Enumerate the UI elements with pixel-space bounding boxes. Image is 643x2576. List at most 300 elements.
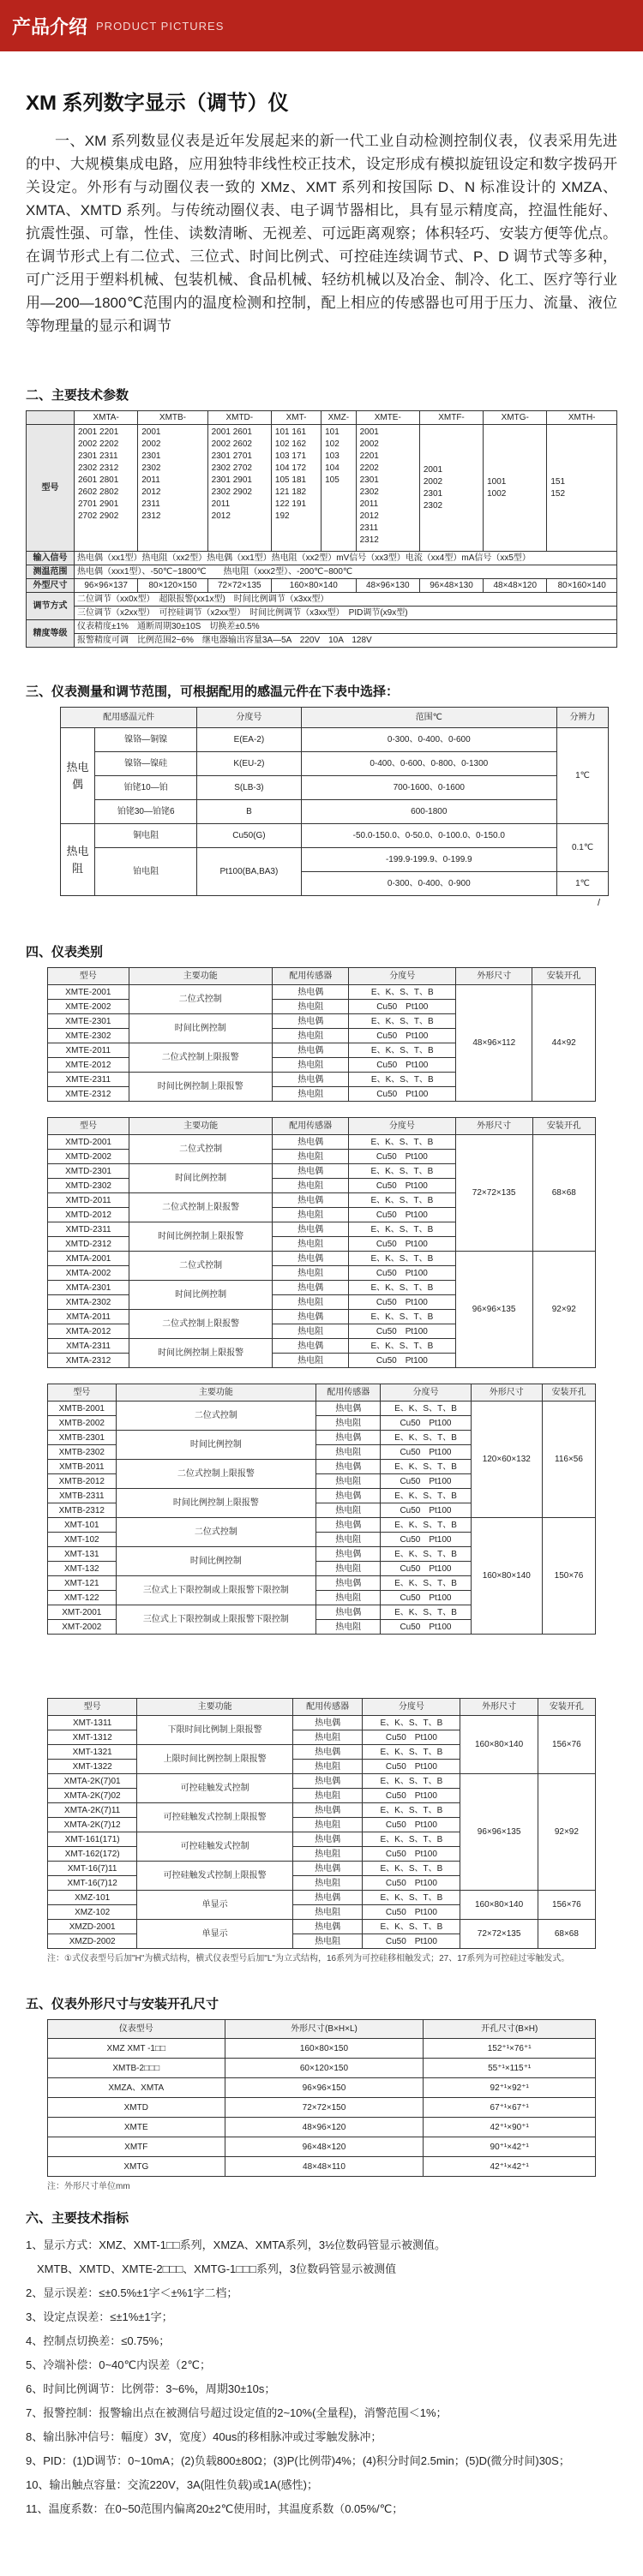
code-cell: E、K、S、T、B — [363, 1803, 460, 1818]
model-cell: XMT-1312 — [48, 1730, 137, 1745]
model-cell: XMT-16(7)12 — [48, 1876, 137, 1891]
sensor-cell: 热电阻 — [316, 1562, 381, 1576]
hole-cell: 67⁺¹×67⁺¹ — [424, 2098, 596, 2118]
sensor-cell: 热电偶 — [273, 1073, 349, 1087]
sensor-code: E(EA-2) — [197, 728, 301, 752]
model-cell: XMT-1322 — [48, 1760, 137, 1774]
catalog-header: 型号 — [48, 1384, 117, 1402]
list-item: XMTB、XMTD、XMTE-2□□□、XMTG-1□□□系列，3位数码管显示被测值 — [26, 2262, 397, 2275]
sensor-name: 镍铬—铜镍 — [95, 728, 197, 752]
model-cell: XMTD-2001 — [48, 1135, 129, 1150]
spec-heading: 二、主要技术参数 — [26, 388, 129, 403]
size-header: 开孔尺寸(B×H) — [424, 2020, 596, 2039]
list-item: 2、显示误差：≤±0.5%±1字＜±%1字二档； — [26, 2286, 238, 2299]
hole-cell: 92×92 — [538, 1774, 595, 1891]
adjust-label: 调节方式 — [27, 593, 75, 620]
series-cell: XMT- — [271, 411, 321, 425]
model-codes: 2001 2002 2301 2302 — [419, 425, 483, 552]
sensor-cell: 热电偶 — [273, 1164, 349, 1179]
perf-heading: 六、主要技术指标 — [26, 2211, 129, 2226]
table-row — [48, 1135, 596, 1150]
code-cell: Cu50 Pt100 — [381, 1445, 471, 1460]
catalog-heading: 四、仪表类别 — [26, 945, 104, 959]
size-cell: 160×80×140 — [460, 1891, 538, 1920]
code-cell: E、K、S、T、B — [363, 1862, 460, 1876]
catalog-header: 主要功能 — [129, 968, 273, 985]
code-cell: E、K、S、T、B — [363, 1920, 460, 1934]
model-cell: XMTB-2311 — [48, 1489, 117, 1503]
function-cell: 二位式控制上限报警 — [129, 1043, 273, 1073]
model-cell: XMT-121 — [48, 1576, 117, 1591]
sensor-cell: 热电阻 — [316, 1416, 381, 1431]
model-codes: 2001 2601 2002 2602 2301 2701 2302 2702 2301 2901 2302 2902 2011 2012 — [207, 425, 271, 552]
table-row — [48, 2137, 596, 2157]
sensor-cell: 热电阻 — [273, 1266, 349, 1281]
hole-cell: 42⁺¹×90⁺¹ — [424, 2118, 596, 2137]
size-table — [47, 2019, 596, 2177]
catalog-header: 分度号 — [349, 968, 456, 985]
model-cell: XMTE — [48, 2118, 225, 2137]
model-cell: XMT-131 — [48, 1547, 117, 1562]
model-cell: XMTF — [48, 2137, 225, 2157]
size-value: 96×96×137 — [75, 579, 138, 593]
hole-cell: 68×68 — [538, 1920, 595, 1949]
sensor-code: K(EU-2) — [197, 752, 301, 776]
function-cell: 时间比例控制 — [116, 1547, 316, 1576]
function-cell: 单显示 — [137, 1891, 293, 1920]
model-cell: XMTE-2011 — [48, 1043, 129, 1058]
model-cell: XMTB-2□□□ — [48, 2059, 225, 2078]
sensor-cell: 热电偶 — [316, 1547, 381, 1562]
code-cell: E、K、S、T、B — [349, 1043, 456, 1058]
sensor-cell: 热电偶 — [273, 1014, 349, 1029]
adjust-value: 三位调节（x2xx型） 可控硅调节（x2xx型） 时间比例调节（x3xx型） PID调节(x9x型) — [75, 607, 617, 620]
list-item: 10、输出触点容量：交流220V，3A(阻性负载)或1A(感性)； — [26, 2478, 318, 2491]
model-cell: XMTA-2301 — [48, 1281, 129, 1295]
sensor-cell: 热电阻 — [316, 1503, 381, 1518]
model-codes: 101 161 102 162 103 171 104 172 105 181 121 182 122 191 192 — [271, 425, 321, 552]
code-cell: Cu50 Pt100 — [381, 1503, 471, 1518]
list-item: 1、显示方式：XMZ、XMT-1□□系列，XMZA、XMTA系列，3½位数码管显示被测值。 — [26, 2238, 446, 2251]
code-cell: E、K、S、T、B — [349, 1339, 456, 1354]
hole-cell: 68×68 — [532, 1135, 595, 1252]
range-value: 热电偶（xxx1型）、-50℃~1800℃ 热电阻（xxx2型）、-200℃~800℃ — [75, 565, 617, 579]
code-cell: E、K、S、T、B — [381, 1402, 471, 1416]
code-cell: Cu50 Pt100 — [363, 1818, 460, 1832]
sensor-cell: 热电偶 — [316, 1402, 381, 1416]
function-cell: 上限时间比例控制上限报警 — [137, 1745, 293, 1774]
sensor-cell: 热电偶 — [273, 1252, 349, 1266]
code-cell: Cu50 Pt100 — [363, 1876, 460, 1891]
model-codes: 1001 1002 — [484, 425, 547, 552]
size-cell: 96×96×135 — [455, 1252, 532, 1368]
size-value: 160×80×140 — [271, 579, 356, 593]
catalog-table — [47, 1698, 596, 1949]
sensor-code: S(LB-3) — [197, 776, 301, 800]
function-cell: 可控硅触发式控制上限报警 — [137, 1803, 293, 1832]
catalog-header: 配用传感器 — [292, 1699, 362, 1716]
sensor-cell: 热电阻 — [273, 1208, 349, 1222]
function-cell: 二位式控制上限报警 — [129, 1193, 273, 1222]
code-cell: Cu50 Pt100 — [381, 1591, 471, 1605]
table-row — [48, 1252, 596, 1266]
size-cell: 72×72×135 — [455, 1135, 532, 1252]
sensor-cell: 热电阻 — [292, 1789, 362, 1803]
sensor-range: 0-300、0-400、0-900 — [301, 872, 557, 896]
sensor-cell: 热电阻 — [292, 1905, 362, 1920]
catalog-header: 外形尺寸 — [471, 1384, 542, 1402]
size-cell: 72×72×150 — [225, 2098, 424, 2118]
hole-cell: 92×92 — [532, 1252, 595, 1368]
sensor-cell: 热电偶 — [292, 1920, 362, 1934]
table-row — [48, 2098, 596, 2118]
catalog-header: 主要功能 — [129, 1118, 273, 1135]
size-cell: 72×72×135 — [460, 1920, 538, 1949]
hole-cell: 90⁺¹×42⁺¹ — [424, 2137, 596, 2157]
model-cell: XMT-2002 — [48, 1620, 117, 1635]
model-codes: 2001 2201 2002 2202 2301 2311 2302 2312 2601 2801 2602 2802 2701 2901 2702 2902 — [75, 425, 138, 552]
model-cell: XMZA、XMTA — [48, 2078, 225, 2098]
model-cell: XMT-2001 — [48, 1605, 117, 1620]
size-value: 80×160×140 — [547, 579, 617, 593]
model-cell: XMTA-2012 — [48, 1324, 129, 1339]
code-cell: E、K、S、T、B — [349, 1281, 456, 1295]
list-item: 5、冷端补偿：0~40℃内误差（2℃； — [26, 2358, 211, 2371]
model-cell: XMT-101 — [48, 1518, 117, 1533]
size-cell: 160×80×140 — [471, 1518, 542, 1635]
sensor-range: 700-1600、0-1600 — [301, 776, 557, 800]
catalog-header: 安装开孔 — [538, 1699, 595, 1716]
catalog-header: 配用传感器 — [273, 1118, 349, 1135]
sensor-name: 铂电阻 — [95, 848, 197, 896]
hole-cell: 156×76 — [538, 1891, 595, 1920]
function-cell: 下限时间比例制上限报警 — [137, 1716, 293, 1745]
sensor-cell: 热电阻 — [292, 1730, 362, 1745]
sizes-note: 注：外形尺寸单位mm — [47, 2182, 130, 2191]
code-cell: Cu50 Pt100 — [349, 1029, 456, 1043]
model-codes: 2001 2002 2201 2202 2301 2302 2011 2012 2311 2312 — [356, 425, 419, 552]
sensor-cell: 热电阻 — [273, 1058, 349, 1073]
model-cell: XMTE-2012 — [48, 1058, 129, 1073]
code-cell: Cu50 Pt100 — [363, 1934, 460, 1949]
sensor-cell: 热电偶 — [292, 1803, 362, 1818]
model-cell: XMTE-2301 — [48, 1014, 129, 1029]
range-group-label: 热电偶 — [61, 728, 95, 824]
sensor-cell: 热电偶 — [292, 1891, 362, 1905]
code-cell: E、K、S、T、B — [349, 1164, 456, 1179]
sensor-cell: 热电阻 — [273, 1354, 349, 1368]
sensor-cell: 热电阻 — [316, 1474, 381, 1489]
function-cell: 三位式上下限控制或上限报警下限控制 — [116, 1576, 316, 1605]
code-cell: Cu50 Pt100 — [349, 1179, 456, 1193]
sensor-range: 600-1800 — [301, 800, 557, 824]
resolution: 1℃ — [557, 872, 609, 896]
code-cell: E、K、S、T、B — [363, 1774, 460, 1789]
sensor-code: Pt100(BA,BA3) — [197, 848, 301, 896]
sensor-cell: 热电阻 — [316, 1591, 381, 1605]
table-row — [48, 1774, 596, 1789]
model-cell: XMT-161(171) — [48, 1832, 137, 1847]
code-cell: Cu50 Pt100 — [363, 1760, 460, 1774]
table-row — [48, 1518, 596, 1533]
code-cell: Cu50 Pt100 — [349, 1000, 456, 1014]
code-cell: E、K、S、T、B — [363, 1716, 460, 1730]
function-cell: 时间比例控制 — [129, 1164, 273, 1193]
model-cell: XMTB-2302 — [48, 1445, 117, 1460]
model-cell: XMTA-2302 — [48, 1295, 129, 1310]
code-cell: Cu50 Pt100 — [363, 1847, 460, 1862]
code-cell: E、K、S、T、B — [381, 1547, 471, 1562]
model-cell: XMTB-2001 — [48, 1402, 117, 1416]
product-intro: 一、XM 系列数显仪表是近年发展起来的新一代工业自动检测控制仪表，仪表采用先进的中、大规模集成电路，应用独特非线性校正技术，设定形成有模拟旋钮设定和数字拨码开关设定。外形有与动圈仪表一致的 XMz、XMT 系列和按国际 D、N 标准设计的 XMZA、XMTA、XMTD 系列。与传统动圈仪表、电子调节器相比，具有显示精度高，控温性能好、抗震性强、可靠，性佳、读数清晰、无视差、可远距离观察；体积轻巧、安装方便等优点。在调节形式上有二位式、三位式、时间比例式、可控硅连续调节式、P、D 调节式等多种，可广泛用于塑料机械、包装机械、食品机械、轻纺机械以及冶金、制冷、化工、医疗等行业用—200—1800℃范围内的温度检测和控制，配上相应的传感器也可用于压力、流量、液位等物理量的显示和调节 — [26, 133, 617, 334]
range-header: 配用感温元件 — [61, 708, 197, 728]
catalog-header: 外形尺寸 — [456, 968, 532, 985]
table-row — [48, 985, 596, 1000]
sensor-cell: 热电偶 — [316, 1489, 381, 1503]
model-codes: 151 152 — [547, 425, 617, 552]
model-cell: XMT-1321 — [48, 1745, 137, 1760]
code-cell: E、K、S、T、B — [363, 1745, 460, 1760]
size-cell: 48×48×110 — [225, 2157, 424, 2177]
sensor-cell: 热电阻 — [316, 1445, 381, 1460]
catalog-header: 安装开孔 — [542, 1384, 595, 1402]
series-cell: XMTF- — [419, 411, 483, 425]
model-cell: XMTD-2311 — [48, 1222, 129, 1237]
catalog-header: 主要功能 — [137, 1699, 293, 1716]
function-cell: 二位式控制上限报警 — [129, 1310, 273, 1339]
model-cell: XMTE-2311 — [48, 1073, 129, 1087]
sensor-cell: 热电阻 — [273, 1295, 349, 1310]
sensor-cell: 热电偶 — [273, 1135, 349, 1150]
size-cell: 96×48×120 — [225, 2137, 424, 2157]
sensor-name: 镍铬—镍硅 — [95, 752, 197, 776]
table-row — [48, 1891, 596, 1905]
code-cell: E、K、S、T、B — [349, 1310, 456, 1324]
code-cell: Cu50 Pt100 — [381, 1562, 471, 1576]
model-label: 型号 — [27, 425, 75, 552]
perf-list — [26, 2233, 617, 2521]
size-header: 仪表型号 — [48, 2020, 225, 2039]
list-item: 6、时间比例调节：比例带：3~6%，周期30±10s； — [26, 2382, 276, 2395]
catalog-header: 安装开孔 — [532, 1118, 595, 1135]
sensor-range: -199.9-199.9、0-199.9 — [301, 848, 557, 872]
sensor-cell: 热电偶 — [273, 985, 349, 1000]
model-cell: XMZD-2001 — [48, 1920, 137, 1934]
code-cell: E、K、S、T、B — [349, 1073, 456, 1087]
model-cell: XMTA-2311 — [48, 1339, 129, 1354]
size-value: 96×48×130 — [419, 579, 483, 593]
input-value: 热电偶（xx1型）热电阻（xx2型）热电偶（xx1型）热电阻（xx2型）mV信号（xx3型）电流（xx4型）mA信号（xx5型） — [75, 552, 617, 565]
sensor-cell: 热电偶 — [292, 1745, 362, 1760]
sensor-cell: 热电偶 — [292, 1774, 362, 1789]
code-cell: Cu50 Pt100 — [363, 1905, 460, 1920]
sensor-cell: 热电偶 — [292, 1862, 362, 1876]
sensor-code: B — [197, 800, 301, 824]
function-cell: 二位式控制 — [116, 1402, 316, 1431]
sensor-range: 0-400、0-600、0-800、0-1300 — [301, 752, 557, 776]
code-cell: Cu50 Pt100 — [349, 1295, 456, 1310]
size-cell: 160×80×150 — [225, 2039, 424, 2059]
adjust-value: 二位调节（xx0x型） 超限报警(xx1x型) 时间比例调节（x3xx型） — [75, 593, 617, 607]
accuracy-value: 仪表精度±1% 通断周期30±10S 切换差±0.5% — [75, 620, 617, 634]
function-cell: 时间比例控制上限报警 — [129, 1222, 273, 1252]
sensor-cell: 热电偶 — [273, 1339, 349, 1354]
code-cell: Cu50 Pt100 — [349, 1237, 456, 1252]
code-cell: E、K、S、T、B — [381, 1489, 471, 1503]
model-cell: XMTB-2002 — [48, 1416, 117, 1431]
catalog-header: 分度号 — [363, 1699, 460, 1716]
size-cell: 96×96×150 — [225, 2078, 424, 2098]
hole-cell: 156×76 — [538, 1716, 595, 1774]
size-cell: 120×60×132 — [471, 1402, 542, 1518]
sensor-cell: 热电偶 — [273, 1281, 349, 1295]
code-cell: Cu50 Pt100 — [381, 1474, 471, 1489]
code-cell: Cu50 Pt100 — [381, 1416, 471, 1431]
sensor-cell: 热电偶 — [316, 1518, 381, 1533]
model-cell: XMTA-2001 — [48, 1252, 129, 1266]
sensor-cell: 热电偶 — [292, 1832, 362, 1847]
catalog-header: 外形尺寸 — [460, 1699, 538, 1716]
code-cell: Cu50 Pt100 — [381, 1533, 471, 1547]
model-codes: 101 102 103 104 105 — [322, 425, 357, 552]
sensor-name: 铂铑10—铂 — [95, 776, 197, 800]
size-cell: 48×96×112 — [456, 985, 532, 1102]
sensor-cell: 热电阻 — [292, 1876, 362, 1891]
list-item: 11、温度系数：在0~50范围内偏离20±2℃使用时，其温度系数（0.05%/℃； — [26, 2502, 404, 2515]
range-table — [60, 707, 609, 896]
table-row — [48, 2118, 596, 2137]
model-cell: XMTA-2K(7)12 — [48, 1818, 137, 1832]
header-subtitle: PRODUCT PICTURES — [96, 19, 225, 33]
input-label: 输入信号 — [27, 552, 75, 565]
size-cell: 60×120×150 — [225, 2059, 424, 2078]
sensor-cell: 热电阻 — [273, 1029, 349, 1043]
hole-cell: 44×92 — [532, 985, 596, 1102]
catalog-header: 分度号 — [349, 1118, 456, 1135]
code-cell: E、K、S、T、B — [363, 1832, 460, 1847]
function-cell: 时间比例控制上限报警 — [129, 1073, 273, 1102]
function-cell: 三位式上下限控制或上限报警下限控制 — [116, 1605, 316, 1635]
model-cell: XMT-16(7)11 — [48, 1862, 137, 1876]
sensor-cell: 热电偶 — [273, 1193, 349, 1208]
sensor-range: -50.0-150.0、0-50.0、0-100.0、0-150.0 — [301, 824, 557, 848]
table-row — [48, 2157, 596, 2177]
series-cell: XMTB- — [138, 411, 207, 425]
model-cell: XMZ XMT -1□□ — [48, 2039, 225, 2059]
catalog-table — [47, 1384, 596, 1635]
sensor-cell: 热电偶 — [316, 1576, 381, 1591]
range-group-label: 热电阻 — [61, 824, 95, 896]
model-cell: XMT-132 — [48, 1562, 117, 1576]
code-cell: Cu50 Pt100 — [363, 1789, 460, 1803]
model-cell: XMTA-2K(7)02 — [48, 1789, 137, 1803]
code-cell: E、K、S、T、B — [363, 1891, 460, 1905]
code-cell: Cu50 Pt100 — [349, 1324, 456, 1339]
function-cell: 时间比例控制上限报警 — [129, 1339, 273, 1368]
model-cell: XMTD-2302 — [48, 1179, 129, 1193]
size-value: 48×96×130 — [356, 579, 419, 593]
catalog-header: 配用传感器 — [316, 1384, 381, 1402]
size-cell: 48×96×120 — [225, 2118, 424, 2137]
sensor-cell: 热电阻 — [273, 1324, 349, 1339]
list-item: 7、报警控制：报警输出点在被测信号超过设定值的2~10%(全量程)，消警范围＜1%； — [26, 2406, 448, 2419]
series-cell: XMTH- — [547, 411, 617, 425]
series-cell: XMTG- — [484, 411, 547, 425]
catalog-table — [47, 1117, 596, 1368]
table-row — [48, 2078, 596, 2098]
model-cell: XMTD-2011 — [48, 1193, 129, 1208]
catalog-header: 安装开孔 — [532, 968, 596, 985]
code-cell: E、K、S、T、B — [349, 985, 456, 1000]
function-cell: 可控硅触发式控制上限报警 — [137, 1862, 293, 1891]
sensor-cell: 热电偶 — [273, 1310, 349, 1324]
sensor-cell: 热电偶 — [292, 1716, 362, 1730]
model-cell: XMT-162(172) — [48, 1847, 137, 1862]
series-cell: XMTA- — [75, 411, 138, 425]
range-label: 测温范围 — [27, 565, 75, 579]
hole-cell: 92⁺¹×92⁺¹ — [424, 2078, 596, 2098]
sensor-cell: 热电偶 — [273, 1043, 349, 1058]
function-cell: 时间比例控制 — [129, 1014, 273, 1043]
catalog-header: 型号 — [48, 1118, 129, 1135]
range-heading: 三、仪表测量和调节范围，可根据配用的感温元件在下表中选择： — [26, 684, 400, 699]
function-cell: 时间比例控制 — [116, 1431, 316, 1460]
sensor-cell: 热电阻 — [273, 1150, 349, 1164]
sensor-cell: 热电阻 — [273, 1179, 349, 1193]
range-header: 分辨力 — [557, 708, 609, 728]
sensor-cell: 热电偶 — [316, 1605, 381, 1620]
code-cell: Cu50 Pt100 — [349, 1354, 456, 1368]
model-cell: XMTE-2001 — [48, 985, 129, 1000]
size-label: 外型尺寸 — [27, 579, 75, 593]
function-cell: 时间比例控制 — [129, 1281, 273, 1310]
table-row — [48, 1402, 596, 1416]
model-cell: XMTD-2012 — [48, 1208, 129, 1222]
product-title: XM 系列数字显示（调节）仪 — [26, 92, 289, 115]
function-cell: 单显示 — [137, 1920, 293, 1949]
code-cell: E、K、S、T、B — [381, 1576, 471, 1591]
range-header: 范围℃ — [301, 708, 557, 728]
table-row — [48, 1716, 596, 1730]
hole-cell: 152⁺¹×76⁺¹ — [424, 2039, 596, 2059]
model-cell: XMTE-2312 — [48, 1087, 129, 1102]
function-cell: 二位式控制 — [129, 1135, 273, 1164]
catalog-header: 外形尺寸 — [455, 1118, 532, 1135]
sensor-name: 铜电阻 — [95, 824, 197, 848]
hole-cell: 42⁺¹×42⁺¹ — [424, 2157, 596, 2177]
sensor-cell: 热电阻 — [316, 1533, 381, 1547]
model-cell: XMTD — [48, 2098, 225, 2118]
model-cell: XMTA-2312 — [48, 1354, 129, 1368]
model-cell: XMT-102 — [48, 1533, 117, 1547]
function-cell: 二位式控制 — [116, 1518, 316, 1547]
model-cell: XMTD-2002 — [48, 1150, 129, 1164]
header-bar — [0, 0, 643, 51]
model-cell: XMTE-2002 — [48, 1000, 129, 1014]
model-cell: XMZ-102 — [48, 1905, 137, 1920]
table-row — [48, 1920, 596, 1934]
hole-cell: 116×56 — [542, 1402, 595, 1518]
header-title: 产品介绍 — [12, 15, 88, 38]
resolution: 0.1℃ — [557, 824, 609, 872]
model-cell: XMT-122 — [48, 1591, 117, 1605]
model-cell: XMTD-2301 — [48, 1164, 129, 1179]
model-cell: XMTB-2011 — [48, 1460, 117, 1474]
size-value: 72×72×135 — [207, 579, 271, 593]
code-cell: E、K、S、T、B — [349, 1014, 456, 1029]
catalog-tables — [47, 967, 596, 1949]
sizes-heading: 五、仪表外形尺寸与安装开孔尺寸 — [26, 1997, 219, 2011]
